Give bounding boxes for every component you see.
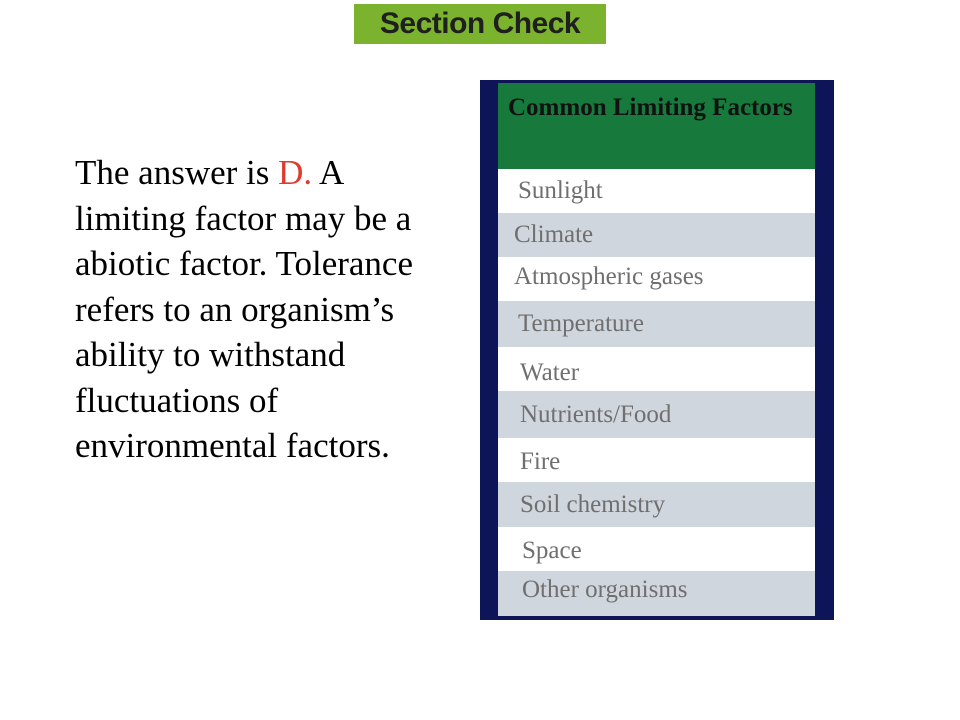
factor-label: Other organisms <box>522 575 688 603</box>
answer-letter: D. <box>278 153 313 192</box>
factor-row <box>498 571 815 616</box>
factor-row <box>498 482 815 527</box>
factor-label: Temperature <box>518 310 644 337</box>
factor-row <box>498 391 815 438</box>
factor-label: Sunlight <box>518 177 603 204</box>
factor-row <box>498 438 815 482</box>
factor-row <box>498 257 815 301</box>
panel-title: Common Limiting Factors <box>498 83 815 169</box>
answer-prefix: The answer is <box>75 153 279 192</box>
factor-row <box>498 347 815 391</box>
section-check-badge: Section Check <box>354 4 606 44</box>
factor-label: Nutrients/Food <box>520 400 672 428</box>
factor-label: Atmospheric gases <box>514 262 704 290</box>
factor-label: Water <box>520 359 580 387</box>
answer-explanation <box>75 150 445 469</box>
factor-label: Fire <box>520 448 561 476</box>
factor-label: Soil chemistry <box>520 490 666 518</box>
limiting-factors-panel <box>480 80 834 620</box>
factor-row <box>498 301 815 347</box>
factor-label: Space <box>522 537 582 565</box>
factor-row <box>498 527 815 571</box>
factor-label: Climate <box>514 221 594 248</box>
factor-row <box>498 213 815 257</box>
answer-explanation-text: A limiting factor may be a abiotic factor. Tolerance refers to an organism’s ability to withstand fluctuations of environmental factors. <box>75 153 413 465</box>
factor-row <box>498 169 815 213</box>
